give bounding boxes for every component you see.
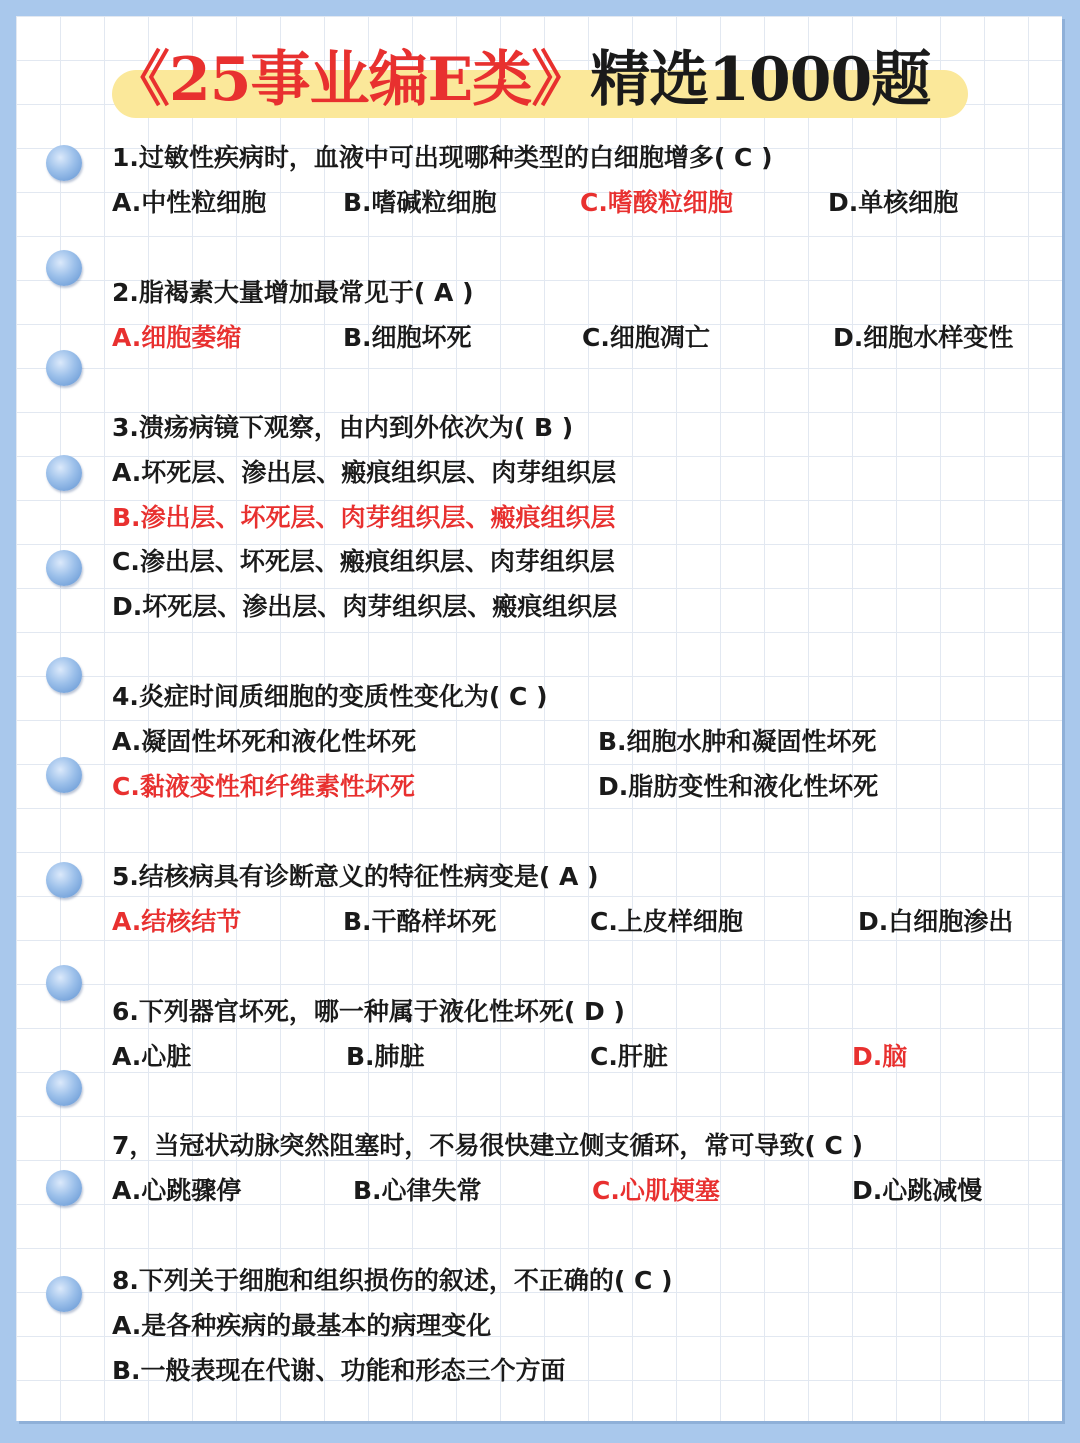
worksheet-page	[16, 16, 1062, 1421]
option-6b: B.肺脏	[346, 1042, 425, 1071]
page-title	[110, 30, 930, 130]
question-1: 1.过敏性疾病时，血液中可出现哪种类型的白细胞增多( C )	[112, 143, 773, 172]
binder-ring-icon	[46, 657, 82, 693]
title-subtitle: 精选1000题	[590, 45, 931, 115]
option-1a: A.中性粒细胞	[112, 188, 267, 217]
question-4: 4.炎症时间质细胞的变质性变化为( C )	[112, 682, 548, 711]
binder-ring-icon	[46, 250, 82, 286]
binder-ring-icon	[46, 350, 82, 386]
option-3c: C.渗出层、坏死层、瘢痕组织层、肉芽组织层	[112, 547, 615, 576]
question-2: 2.脂褐素大量增加最常见于( A )	[112, 278, 474, 307]
option-1c-answer: C.嗜酸粒细胞	[580, 188, 733, 217]
binder-ring-icon	[46, 455, 82, 491]
option-2c: C.细胞凋亡	[582, 323, 710, 352]
option-7c-answer: C.心肌梗塞	[592, 1176, 720, 1205]
option-6d-answer: D.脑	[852, 1042, 908, 1071]
option-2d: D.细胞水样变性	[833, 323, 1014, 352]
option-6c: C.肝脏	[590, 1042, 668, 1071]
option-2b: B.细胞坏死	[343, 323, 472, 352]
question-3: 3.溃疡病镜下观察，由内到外依次为( B )	[112, 413, 574, 442]
option-4a: A.凝固性坏死和液化性坏死	[112, 727, 417, 756]
option-7d: D.心跳减慢	[852, 1176, 983, 1205]
option-6a: A.心脏	[112, 1042, 192, 1071]
option-2a-answer: A.细胞萎缩	[112, 323, 242, 352]
binder-ring-icon	[46, 1276, 82, 1312]
question-8: 8.下列关于细胞和组织损伤的叙述，不正确的( C )	[112, 1266, 673, 1295]
option-4c-answer: C.黏液变性和纤维素性坏死	[112, 772, 415, 801]
binder-ring-icon	[46, 145, 82, 181]
option-7b: B.心律失常	[353, 1176, 482, 1205]
option-4d: D.脂肪变性和液化性坏死	[598, 772, 879, 801]
option-5d: D.白细胞渗出	[858, 907, 1014, 936]
question-5: 5.结核病具有诊断意义的特征性病变是( A )	[112, 862, 599, 891]
binder-ring-icon	[46, 1070, 82, 1106]
option-1d: D.单核细胞	[828, 188, 959, 217]
option-5c: C.上皮样细胞	[590, 907, 743, 936]
option-5b: B.干酪样坏死	[343, 907, 497, 936]
binder-ring-icon	[46, 1170, 82, 1206]
binder-ring-icon	[46, 550, 82, 586]
option-3b-answer: B.渗出层、坏死层、肉芽组织层、瘢痕组织层	[112, 503, 616, 532]
question-7: 7，当冠状动脉突然阻塞时，不易很快建立侧支循环，常可导致( C )	[112, 1131, 864, 1160]
binder-ring-icon	[46, 862, 82, 898]
option-5a-answer: A.结核结节	[112, 907, 242, 936]
binder-ring-icon	[46, 757, 82, 793]
question-6: 6.下列器官坏死，哪一种属于液化性坏死( D )	[112, 997, 625, 1026]
option-8b: B.一般表现在代谢、功能和形态三个方面	[112, 1356, 566, 1385]
option-4b: B.细胞水肿和凝固性坏死	[598, 727, 877, 756]
option-7a: A.心跳骤停	[112, 1176, 242, 1205]
option-1b: B.嗜碱粒细胞	[343, 188, 497, 217]
option-8a: A.是各种疾病的最基本的病理变化	[112, 1311, 492, 1340]
binder-ring-icon	[46, 965, 82, 1001]
option-3d: D.坏死层、渗出层、肉芽组织层、瘢痕组织层	[112, 592, 618, 621]
option-3a: A.坏死层、渗出层、瘢痕组织层、肉芽组织层	[112, 458, 617, 487]
title-exam-name: 《25事业编E类》	[110, 45, 591, 115]
